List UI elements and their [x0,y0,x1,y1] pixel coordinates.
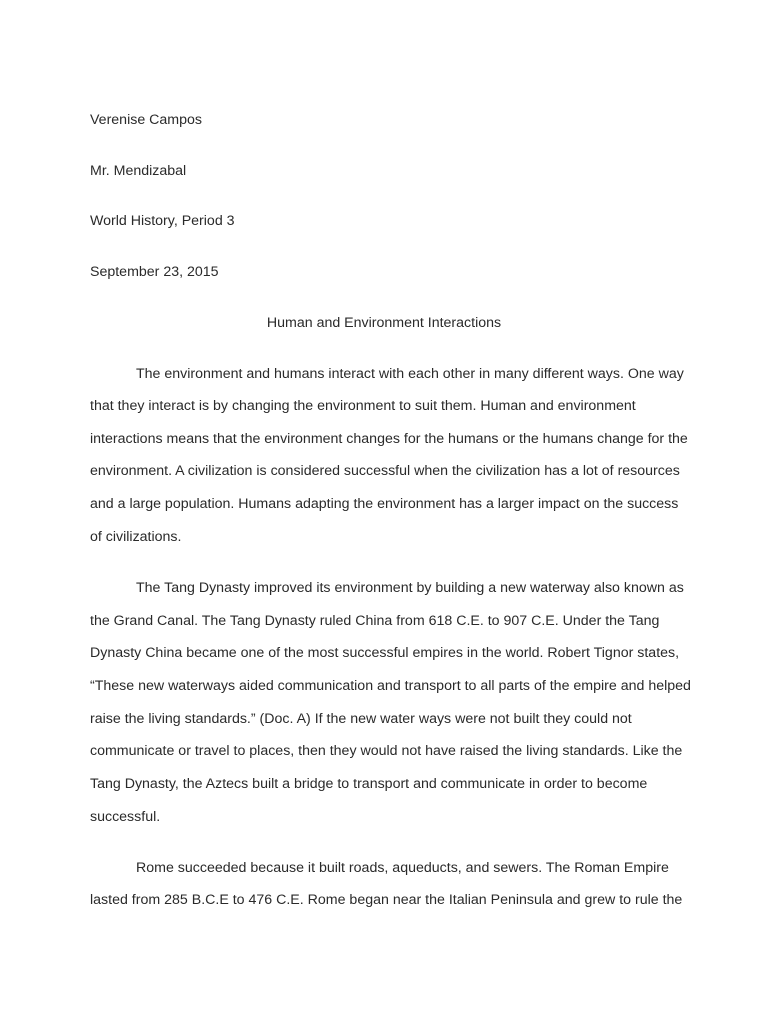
paragraph-line: that they interact is by changing the environment to suit them. Human and environment [90,398,636,414]
paragraph-line: Tang Dynasty, the Aztecs built a bridge to transport and communicate in order to become [90,776,648,792]
essay-date: September 23, 2015 [90,264,219,280]
paragraph-line: successful. [90,809,161,825]
paragraph-line: of civilizations. [90,529,182,545]
paragraph-line: interactions means that the environment changes for the humans or the humans change for the [90,431,688,447]
paragraph-line: lasted from 285 B.C.E to 476 C.E. Rome began near the Italian Peninsula and grew to rule the [90,892,683,908]
paragraph-line: communicate or travel to places, then they would not have raised the living standards. Like the [90,743,683,759]
course-name: World History, Period 3 [90,213,235,229]
paragraph-line: raise the living standards.” (Doc. A) If the new water ways were not built they could not [90,711,632,727]
paragraph-line: environment. A civilization is considered successful when the civilization has a lot of resources [90,463,680,479]
paragraph-line: “These new waterways aided communication and transport to all parts of the empire and helped [90,678,691,694]
essay-title: Human and Environment Interactions [266,315,502,331]
paragraph-line: the Grand Canal. The Tang Dynasty ruled China from 618 C.E. to 907 C.E. Under the Tang [90,613,660,629]
paragraph-line: Rome succeeded because it built roads, aqueducts, and sewers. The Roman Empire [136,860,669,876]
paragraph-line: The environment and humans interact with each other in many different ways. One way [136,366,684,382]
paragraph-line: The Tang Dynasty improved its environment by building a new waterway also known as [136,580,684,596]
paragraph-line: Dynasty China became one of the most successful empires in the world. Robert Tignor states, [90,645,680,661]
paragraph-line: and a large population. Humans adapting the environment has a larger impact on the success [90,496,679,512]
student-name: Verenise Campos [90,112,202,128]
teacher-name: Mr. Mendizabal [90,163,187,179]
